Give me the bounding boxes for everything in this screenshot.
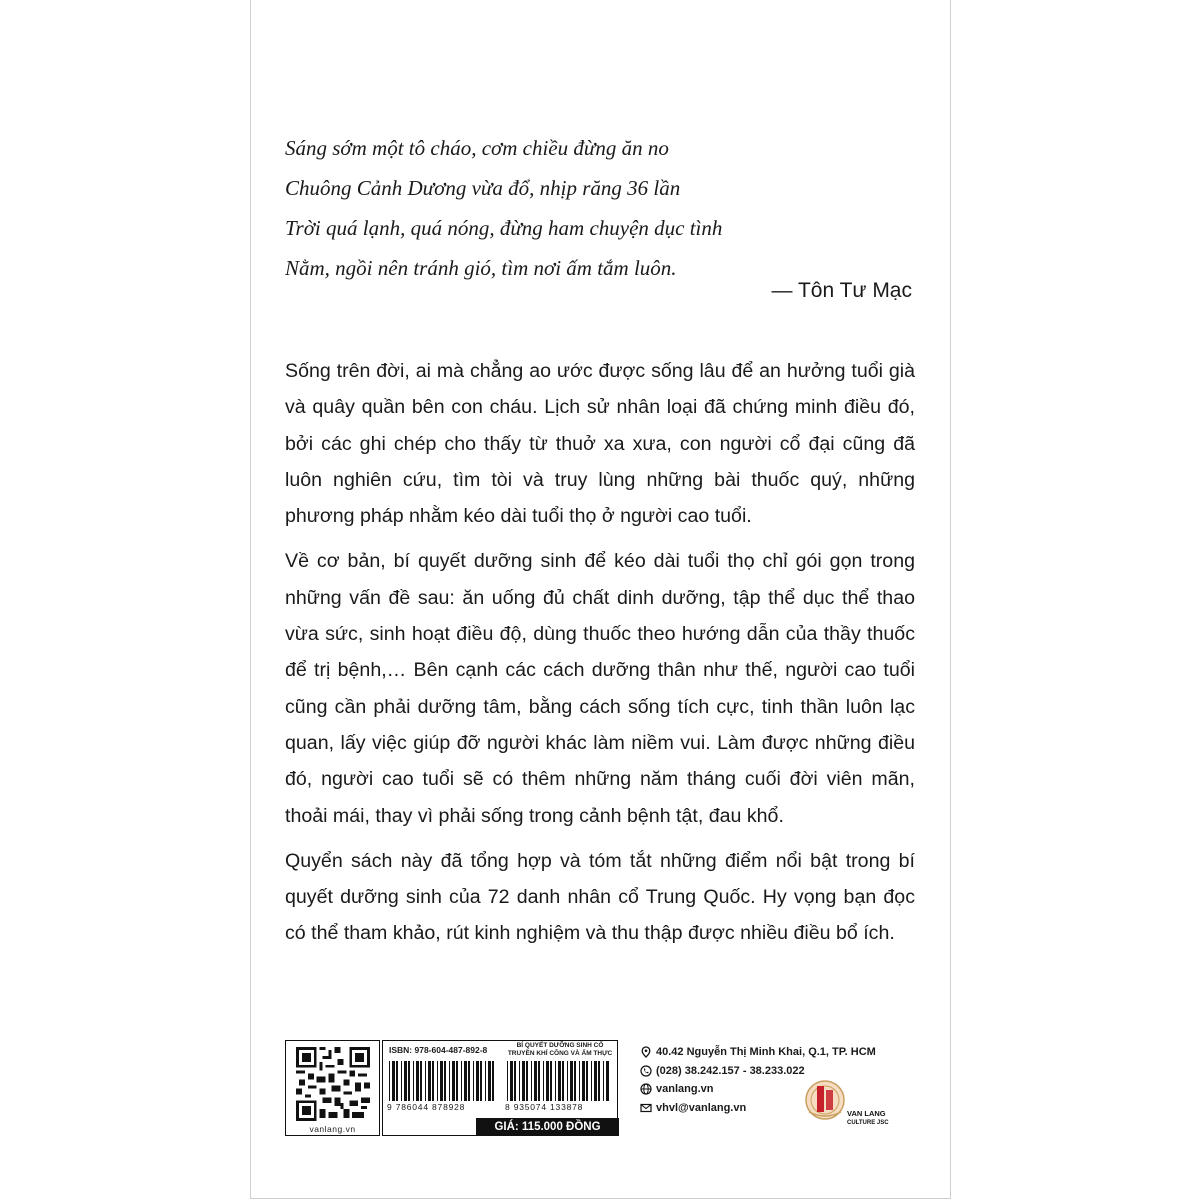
email-text: vhvl@vanlang.vn bbox=[656, 1101, 747, 1114]
poem-attribution: — Tôn Tư Mạc bbox=[771, 279, 912, 302]
address-row bbox=[640, 1043, 876, 1062]
price-label: GIÁ: 115.000 ĐỒNG bbox=[476, 1118, 619, 1136]
poem-line: Chuông Cảnh Dương vừa đổ, nhịp răng 36 lần bbox=[285, 176, 681, 200]
phone-text: (028) 38.242.157 - 38.233.022 bbox=[656, 1064, 805, 1077]
poem-line: Sáng sớm một tô cháo, cơm chiều đừng ăn no bbox=[285, 136, 669, 160]
product-barcode-digits: 8 935074 133878 bbox=[505, 1102, 584, 1112]
isbn-barcode-digits: 9 786044 878928 bbox=[387, 1102, 466, 1112]
barcode-title: BÍ QUYẾT DƯỠNG SINH CỔ TRUYỀN KHÍ CÔNG VÀ ẨM THỰC bbox=[507, 1042, 613, 1057]
qr-code-box bbox=[285, 1040, 380, 1136]
svg-text:VAN LANG: VAN LANG bbox=[847, 1109, 886, 1118]
van-lang-logo bbox=[795, 1060, 915, 1132]
address-text: 40.42 Nguyễn Thị Minh Khai, Q.1, TP. HCM bbox=[656, 1046, 876, 1059]
poem-line: Nằm, ngồi nên tránh gió, tìm nơi ấm tắm luôn. bbox=[285, 256, 677, 280]
isbn: ISBN: 978-604-487-892-8 bbox=[389, 1045, 488, 1055]
qr-code-icon bbox=[293, 1047, 373, 1121]
paragraph: Về cơ bản, bí quyết dưỡng sinh để kéo dài tuổi thọ chỉ gói gọn trong những vấn đề sau: ăn uống đủ chất dinh dưỡng, tập thể dục thể thao vừa sức, sinh hoạt điều độ, dùng thuốc theo hướng dẫn của thầy thuốc để trị bệnh,… Bên cạnh các cách dưỡng thân như thế, người cao tuổi cũng cần phải dưỡng tâm, bằng cách sống tích cực, tinh thần luôn lạc quan, lấy việc giúp đỡ người khác làm niềm vui. Làm được những điều đó, người cao tuổi sẽ có thêm những năm tháng cuối đời viên mãn, thoải mái, thay vì phải sống trong cảnh bệnh tật, đau khổ. bbox=[285, 550, 915, 827]
qr-url: vanlang.vn bbox=[309, 1124, 356, 1134]
phone-icon bbox=[640, 1065, 652, 1077]
blurb-text bbox=[285, 353, 915, 961]
paragraph: Quyển sách này đã tổng hợp và tóm tắt những điểm nổi bật trong bí quyết dưỡng sinh của 72 danh nhân cổ Trung Quốc. Hy vọng bạn đọc có thể tham khảo, rút kinh nghiệm và thu thập được nhiều điều bổ ích. bbox=[285, 849, 915, 945]
paragraph: Sống trên đời, ai mà chẳng ao ước được sống lâu để an hưởng tuổi già và quây quần bên con cháu. Lịch sử nhân loại đã chứng minh điều đó, bởi các ghi chép cho thấy từ thuở xa xưa, con người cổ đại cũng đã luôn nghiên cứu, tìm tòi và truy lùng những bài thuốc quý, những phương pháp nhằm kéo dài tuổi thọ ở người cao tuổi. bbox=[285, 360, 915, 528]
epigraph-poem bbox=[285, 128, 925, 288]
isbn-barcode-icon bbox=[387, 1061, 499, 1101]
location-pin-icon bbox=[640, 1046, 652, 1058]
website-text: vanlang.vn bbox=[656, 1083, 714, 1096]
publisher-footer bbox=[285, 1040, 916, 1136]
product-barcode-icon bbox=[505, 1061, 613, 1101]
globe-icon bbox=[640, 1083, 652, 1095]
envelope-icon bbox=[640, 1102, 652, 1114]
poem-line: Trời quá lạnh, quá nóng, đừng ham chuyện dục tình bbox=[285, 216, 723, 240]
svg-text:CULTURE JSC: CULTURE JSC bbox=[847, 1120, 889, 1126]
